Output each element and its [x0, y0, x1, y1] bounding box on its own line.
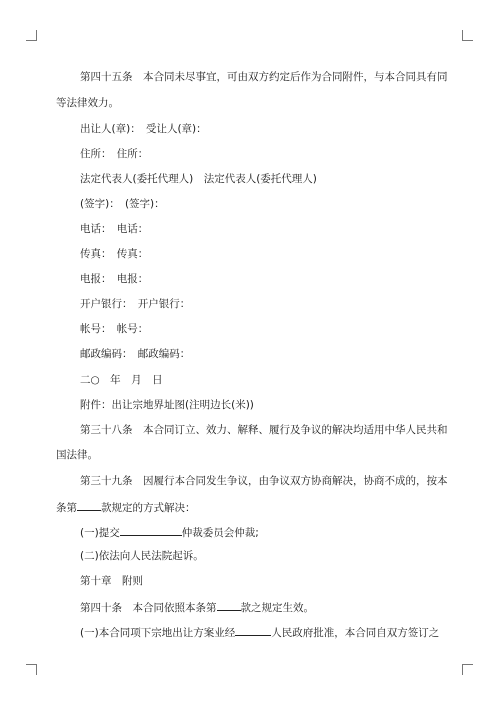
clause-45-line-2: 等法律效力。	[56, 97, 119, 109]
blank-underline	[235, 624, 271, 636]
postal-code-line: 邮政编码： 邮政编码：	[80, 348, 191, 360]
chapter-10-heading: 第十章 附则	[80, 575, 143, 587]
court-line: (二)依法向人民法院起诉。	[80, 550, 204, 562]
effectiveness-text-before: (一)本合同项下宗地出让方案业经	[80, 627, 236, 639]
date-line: 二○ 年 月 日	[80, 374, 163, 386]
telegraph-line: 电报： 电报：	[80, 273, 149, 285]
bank-line: 开户银行： 开户银行：	[80, 298, 191, 310]
clause-40-text-before: 第四十条 本合同依照本条第	[80, 602, 217, 614]
arbitration-text-before: (一)提交	[80, 527, 120, 539]
fax-line: 传真： 传真：	[80, 248, 149, 260]
signature-line: (签字)： (签字)：	[80, 198, 165, 210]
clause-40-line	[80, 599, 440, 615]
phone-line: 电话： 电话：	[80, 223, 149, 235]
account-line: 帐号： 帐号：	[80, 323, 149, 335]
clause-39-text-before: 条第	[56, 502, 77, 514]
clause-39-line-1: 第三十九条 因履行本合同发生争议，由争议双方协商解决，协商不成的，按本	[80, 475, 448, 487]
legal-representative-line: 法定代表人(委托代理人) 法定代表人(委托代理人)	[80, 173, 317, 185]
clause-39-text-after: 款规定的方式解决：	[101, 502, 196, 514]
clause-38-line-1: 第三十八条 本合同订立、效力、解释、履行及争议的解决均适用中华人民共和	[80, 424, 448, 436]
clause-38-line-2: 国法律。	[56, 449, 98, 461]
effectiveness-line-1	[80, 624, 440, 640]
address-line: 住所： 住所：	[80, 148, 149, 160]
blank-underline	[77, 499, 101, 511]
effectiveness-text-after: 人民政府批准，本合同自双方签订之	[271, 627, 440, 639]
blank-underline	[217, 599, 241, 611]
arbitration-line	[80, 524, 440, 540]
clause-40-text-after: 款之规定生效。	[240, 602, 314, 614]
signature-seal-line: 出让人(章)： 受让人(章)：	[80, 123, 207, 135]
arbitration-text-after: 仲裁委员会仲裁;	[181, 527, 259, 539]
blank-underline	[120, 524, 182, 536]
attachment-line: 附件：出让宗地界址图(注明边长(米))	[80, 399, 254, 411]
clause-39-line-2	[56, 499, 416, 515]
clause-45-line-1: 第四十五条 本合同未尽事宜，可由双方约定后作为合同附件，与本合同具有同	[80, 71, 448, 83]
